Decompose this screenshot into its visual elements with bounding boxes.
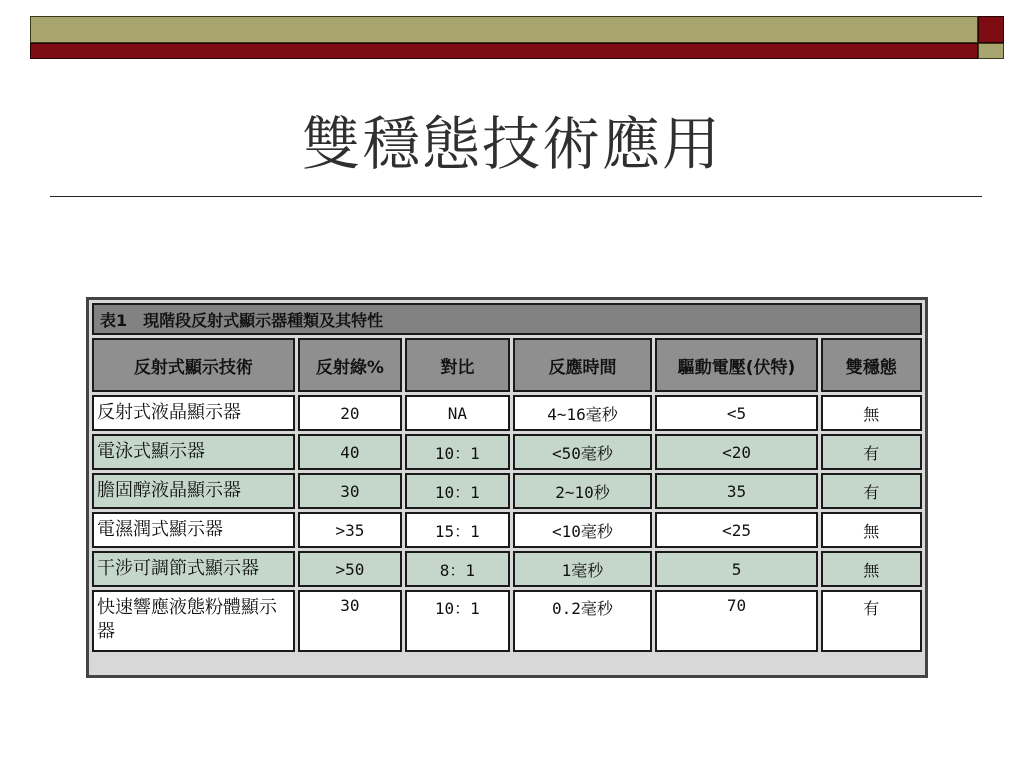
column-header-contrast: 對比	[405, 338, 509, 392]
table-caption: 表1 現階段反射式顯示器種類及其特性	[92, 303, 922, 335]
cell-technology: 電泳式顯示器	[92, 434, 295, 470]
table-header-row	[92, 338, 922, 392]
cell-technology: 膽固醇液晶顯示器	[92, 473, 295, 509]
cell-technology: 快速響應液態粉體顯示器	[92, 590, 295, 652]
table-row	[92, 590, 922, 652]
column-header-reflectance: 反射綠%	[298, 338, 402, 392]
cell-reflectance: 30	[298, 590, 402, 652]
cell-response-time: 0.2毫秒	[513, 590, 653, 652]
table-row	[92, 473, 922, 509]
cell-bistable: 有	[821, 473, 922, 509]
spec-table-frame	[86, 297, 928, 678]
cell-response-time: <10毫秒	[513, 512, 653, 548]
cell-reflectance: 20	[298, 395, 402, 431]
column-header-technology: 反射式顯示技術	[92, 338, 295, 392]
column-header-response-time: 反應時間	[513, 338, 653, 392]
column-header-drive-voltage: 驅動電壓(伏特)	[655, 338, 817, 392]
header-corner-olive	[978, 43, 1004, 59]
cell-contrast: 10：1	[405, 434, 509, 470]
cell-bistable: 有	[821, 434, 922, 470]
table-row	[92, 395, 922, 431]
table-row	[92, 551, 922, 587]
cell-bistable: 有	[821, 590, 922, 652]
cell-contrast: NA	[405, 395, 509, 431]
header-corner-maroon	[978, 16, 1004, 43]
spec-table	[89, 300, 925, 655]
cell-drive-voltage: 5	[655, 551, 817, 587]
column-header-bistable: 雙穩態	[821, 338, 922, 392]
cell-drive-voltage: 35	[655, 473, 817, 509]
header-band-maroon	[30, 43, 978, 59]
cell-drive-voltage: <5	[655, 395, 817, 431]
cell-technology: 反射式液晶顯示器	[92, 395, 295, 431]
title-divider	[50, 196, 982, 197]
cell-reflectance: 40	[298, 434, 402, 470]
cell-response-time: <50毫秒	[513, 434, 653, 470]
cell-contrast: 10：1	[405, 473, 509, 509]
cell-response-time: 4~16毫秒	[513, 395, 653, 431]
table-row	[92, 512, 922, 548]
cell-response-time: 1毫秒	[513, 551, 653, 587]
cell-drive-voltage: <20	[655, 434, 817, 470]
cell-bistable: 無	[821, 512, 922, 548]
table-row	[92, 434, 922, 470]
cell-contrast: 8：1	[405, 551, 509, 587]
cell-contrast: 10：1	[405, 590, 509, 652]
cell-reflectance: >35	[298, 512, 402, 548]
cell-technology: 電濕潤式顯示器	[92, 512, 295, 548]
table-caption-row	[92, 303, 922, 335]
cell-technology: 干涉可調節式顯示器	[92, 551, 295, 587]
cell-bistable: 無	[821, 551, 922, 587]
slide-title: 雙穩態技術應用	[301, 110, 722, 178]
cell-reflectance: 30	[298, 473, 402, 509]
header-band-olive	[30, 16, 978, 43]
cell-reflectance: >50	[298, 551, 402, 587]
cell-drive-voltage: 70	[655, 590, 817, 652]
cell-response-time: 2~10秒	[513, 473, 653, 509]
cell-drive-voltage: <25	[655, 512, 817, 548]
cell-bistable: 無	[821, 395, 922, 431]
cell-contrast: 15：1	[405, 512, 509, 548]
